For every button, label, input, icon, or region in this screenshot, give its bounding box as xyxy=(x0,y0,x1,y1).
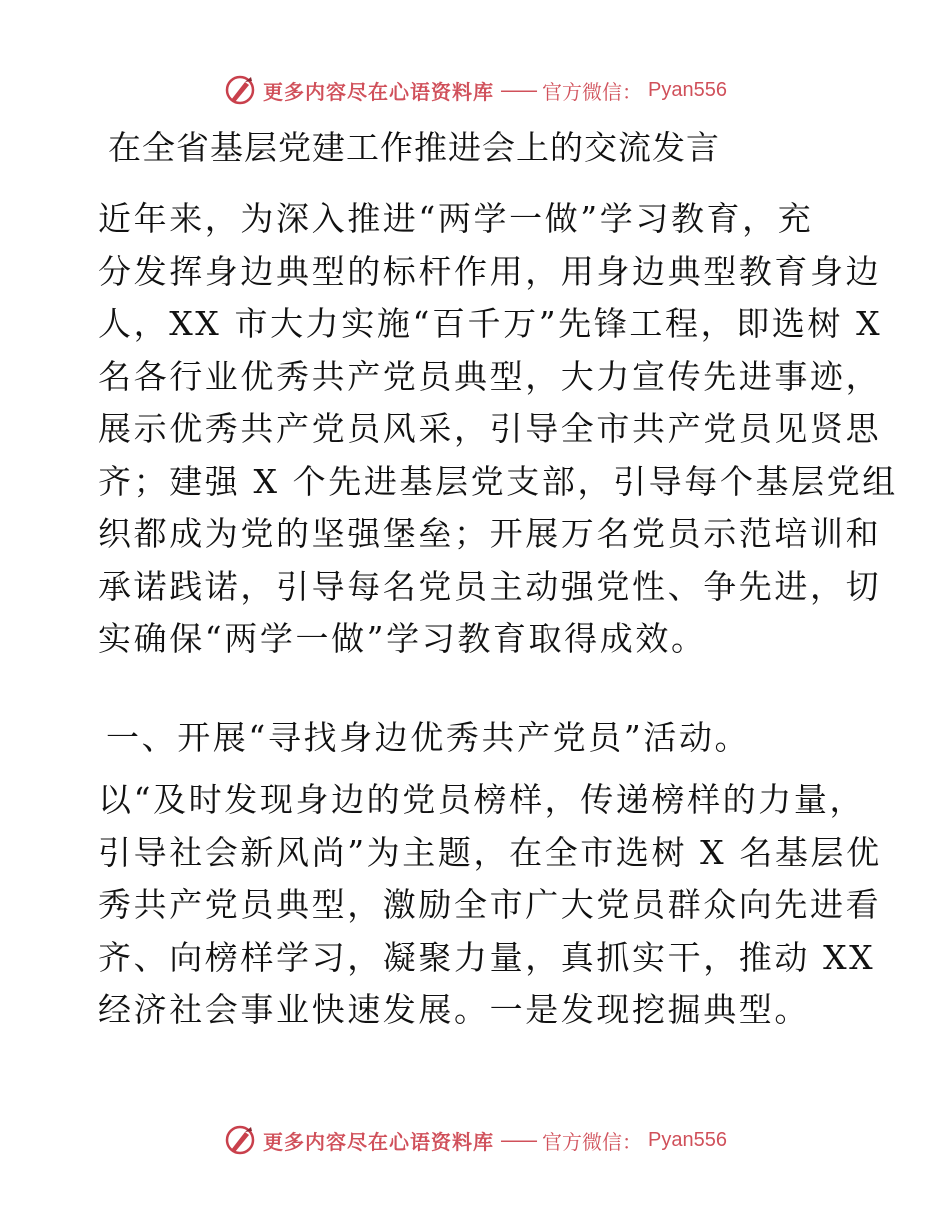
banner-dash: —— xyxy=(500,78,537,102)
text-line: 人，XX 市大力实施“百千万”先锋工程，即选树 X xyxy=(98,304,883,343)
section-body-paragraph xyxy=(98,774,882,1037)
intro-paragraph xyxy=(98,193,898,666)
text-line: 齐；建强 X 个先进基层党支部，引导每个基层党组 xyxy=(98,461,898,501)
text-line: 以“及时发现身边的党员榜样，传递榜样的力量， xyxy=(98,780,866,819)
text-line: 分发挥身边典型的标杆作用，用身边典型教育身边 xyxy=(98,251,882,291)
document-title: 在全省基层党建工作推进会上的交流发言 xyxy=(108,128,720,167)
text-line: 实确保“两学一做”学习教育取得成效。 xyxy=(98,619,707,658)
banner-dash: —— xyxy=(500,1128,537,1152)
banner-brand-text: 更多内容尽在心语资料库 xyxy=(263,79,495,104)
text-line: 展示优秀共产党员风采，引导全市共产党员见贤思 xyxy=(98,409,882,448)
quill-logo-icon xyxy=(223,73,257,107)
quill-logo-icon xyxy=(223,1123,257,1157)
banner-wechat-handle: Pyan556 xyxy=(648,1128,727,1151)
text-line: 经济社会事业快速发展。一是发现挖掘典型。 xyxy=(98,990,810,1029)
text-line: 引导社会新风尚”为主题，在全市选树 X 名基层优 xyxy=(98,832,882,872)
footer-watermark-banner xyxy=(0,1120,950,1160)
banner-wechat-handle: Pyan556 xyxy=(648,78,727,101)
section-heading: 一、开展“寻找身边优秀共产党员”活动。 xyxy=(106,718,751,757)
text-line: 名各行业优秀共产党员典型，大力宣传先进事迹， xyxy=(98,356,882,396)
banner-brand-text: 更多内容尽在心语资料库 xyxy=(263,1129,495,1154)
text-line: 近年来，为深入推进“两学一做”学习教育，充 xyxy=(98,199,814,238)
text-line: 织都成为党的坚强堡垒；开展万名党员示范培训和 xyxy=(98,514,882,553)
banner-wechat-label: 官方微信： xyxy=(542,1129,643,1154)
text-line: 秀共产党员典型，激励全市广大党员群众向先进看 xyxy=(98,885,882,924)
header-watermark-banner xyxy=(0,70,950,110)
text-line: 齐、向榜样学习，凝聚力量，真抓实干，推动 XX xyxy=(98,937,876,977)
banner-wechat-label: 官方微信： xyxy=(542,79,643,104)
text-line: 承诺践诺，引导每名党员主动强党性、争先进，切 xyxy=(98,566,882,606)
